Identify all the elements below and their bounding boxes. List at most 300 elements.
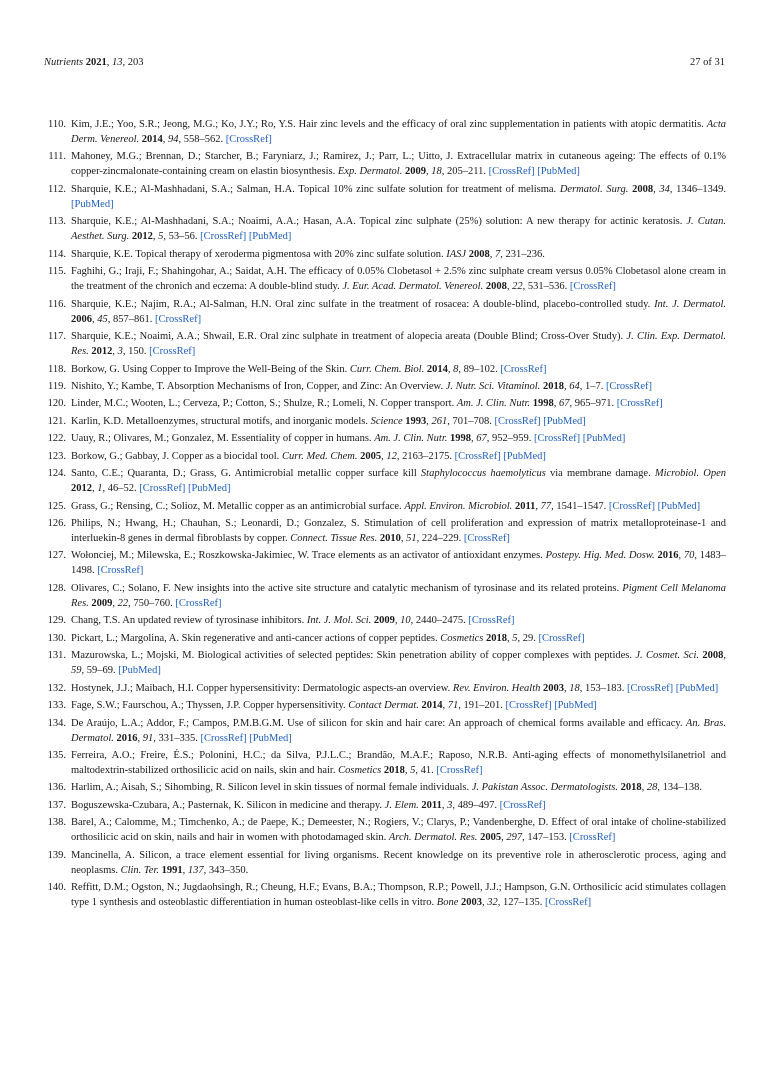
- citation-italic: 59: [71, 665, 82, 677]
- reference-number: 137.: [47, 799, 66, 811]
- reference-number: 125.: [47, 500, 66, 512]
- citation-text: Borkow, G. Using Copper to Improve the Well-Being of the Skin.: [71, 363, 350, 375]
- citation-year: 2012: [71, 483, 92, 495]
- crossref-link[interactable]: [CrossRef]: [608, 500, 655, 512]
- citation-text: ,: [182, 864, 188, 876]
- reference-number: 139.: [47, 849, 66, 861]
- citation-text: Ferreira, A.O.; Freire, É.S.; Polonini, H.C.; da Silva, P.J.L.C.; Brandão, M.A.F.; Raposo, N.R.B. Anti-aging effects of monomethylsilanetriol and maltodextrin-stabilized orthosilicic acid on nails, skin and hair.: [71, 749, 726, 776]
- journal-citation: Nutrients 2021, 13, 203: [44, 57, 144, 68]
- crossref-link[interactable]: [CrossRef]: [97, 565, 144, 577]
- citation-italic: 67: [558, 398, 570, 410]
- citation-text: ,: [535, 500, 541, 512]
- citation-italic: 7: [494, 248, 501, 260]
- reference-text: [71, 414, 726, 429]
- citation-text: , 231–236.: [500, 248, 545, 260]
- reference-text: [71, 431, 726, 446]
- citation-text: , 343–350.: [203, 864, 249, 876]
- crossref-link[interactable]: [CrossRef]: [500, 363, 547, 375]
- citation-text: Mahoney, M.G.; Brennan, D.; Starcher, B.; Faryniarz, J.; Ramirez, J.; Parr, L.; Uitto, J. Extracellular matrix in cutaneous ageing: The effects of 0.1% copper-zincmalonate-containing cream on elastin biosynthesis.: [71, 151, 726, 178]
- citation-year: 2012: [91, 346, 113, 358]
- crossref-link[interactable]: [CrossRef]: [569, 281, 616, 293]
- citation-text: Harlim, A.; Aisah, S.; Sihombing, R. Silicon level in skin tissues of normal female individuals.: [71, 782, 472, 794]
- reference-item: [40, 815, 726, 845]
- citation-text: Pickart, L.; Margolina, A. Skin regenerative and anti-cancer actions of copper peptides.: [71, 632, 441, 644]
- citation-italic: 5: [410, 764, 416, 776]
- reference-item: [40, 516, 726, 546]
- citation-italic: J. Elem.: [384, 799, 419, 811]
- citation-text: ,: [447, 363, 454, 375]
- reference-item: [40, 466, 726, 496]
- citation-text: ,: [653, 183, 660, 195]
- citation-text: , 127–135.: [497, 897, 545, 909]
- reference-number: 112.: [48, 183, 66, 195]
- citation-italic: An. Bras. Dermatol.: [71, 717, 727, 744]
- journal-name: Nutrients: [44, 57, 84, 68]
- reference-number: 123.: [47, 450, 66, 462]
- citation-text: , 224–229.: [416, 533, 464, 544]
- reference-text: [71, 548, 726, 578]
- citation-italic: Appl. Environ. Microbiol.: [404, 500, 513, 512]
- citation-text: ,: [92, 313, 98, 325]
- citation-italic: 22: [512, 281, 523, 293]
- citation-italic: 137: [187, 864, 204, 876]
- reference-text: [71, 698, 726, 713]
- citation-italic: Staphylococcus haemolyticus: [420, 468, 546, 480]
- reference-item: [40, 613, 726, 628]
- reference-text: [71, 297, 726, 327]
- reference-number: 110.: [48, 119, 66, 130]
- citation-italic: 1: [97, 483, 103, 495]
- citation-text: , 2440–2475.: [410, 615, 469, 627]
- reference-item: [40, 581, 726, 611]
- citation-year: 2008: [468, 248, 490, 260]
- reference-text: [71, 264, 726, 294]
- reference-text: [71, 815, 726, 845]
- reference-text: [71, 182, 726, 212]
- reference-number: 129.: [47, 615, 66, 627]
- reference-item: [40, 648, 726, 678]
- citation-text: , 558–562.: [178, 134, 226, 145]
- citation-year: 2014: [421, 700, 443, 712]
- reference-text: [71, 449, 726, 464]
- citation-text: , 89–102.: [458, 363, 501, 375]
- journal-year: 2021: [85, 57, 107, 68]
- citation-text: ,: [441, 799, 448, 811]
- reference-item: [40, 149, 726, 179]
- citation-italic: J. Clin. Exp. Dermatol. Res.: [71, 331, 726, 358]
- citation-italic: Connect. Tissue Res.: [290, 533, 378, 544]
- citation-text: , 965–971.: [569, 398, 617, 410]
- reference-item: [40, 631, 726, 646]
- citation-italic: Am. J. Clin. Nutr.: [456, 398, 531, 410]
- citation-italic: Pigment Cell Melanoma Res.: [71, 582, 726, 609]
- reference-text: [71, 748, 726, 778]
- crossref-link[interactable]: [CrossRef]: [149, 346, 196, 358]
- citation-italic: 10: [400, 615, 411, 627]
- reference-text: [71, 247, 726, 262]
- pubmed-link[interactable]: [PubMed]: [503, 450, 546, 462]
- citation-text: , 59–69.: [81, 665, 119, 677]
- citation-year: 2003: [460, 897, 482, 909]
- reference-number: 138.: [47, 817, 66, 829]
- reference-item: [40, 264, 726, 294]
- pubmed-link[interactable]: [PubMed]: [118, 665, 161, 677]
- reference-text: [71, 648, 726, 678]
- pubmed-link[interactable]: [PubMed]: [537, 166, 580, 178]
- citation-text: Nishito, Y.; Kambe, T. Absorption Mechanisms of Iron, Copper, and Zinc: An Overview.: [71, 380, 446, 392]
- citation-italic: 3: [117, 346, 123, 358]
- crossref-link[interactable]: [CrossRef]: [175, 597, 222, 609]
- reference-text: [71, 581, 726, 611]
- citation-text: ,: [425, 166, 432, 178]
- crossref-link[interactable]: [CrossRef]: [200, 231, 247, 243]
- citation-year: 1998: [450, 433, 472, 445]
- reference-item: [40, 499, 726, 514]
- reference-number: 120.: [47, 398, 66, 410]
- reference-text: [71, 379, 726, 394]
- crossref-link[interactable]: [CrossRef]: [544, 897, 592, 909]
- citation-italic: 32: [487, 897, 498, 909]
- reference-item: [40, 880, 726, 910]
- reference-number: 132.: [47, 682, 66, 694]
- reference-item: [40, 379, 726, 394]
- citation-text: , 1–7.: [579, 380, 606, 392]
- citation-text: ,: [489, 248, 495, 260]
- reference-item: [40, 329, 726, 359]
- citation-text: , 46–52.: [102, 483, 140, 495]
- citation-text: , 331–335.: [153, 732, 201, 744]
- reference-text: [71, 631, 726, 646]
- citation-text: , 29.: [517, 632, 539, 644]
- pubmed-link[interactable]: [PubMed]: [187, 483, 231, 495]
- citation-italic: Cosmetics: [338, 764, 382, 776]
- citation-italic: Dermatol. Surg.: [559, 183, 629, 195]
- reference-number: 115.: [48, 266, 66, 278]
- citation-italic: Contact Dermat.: [348, 700, 419, 712]
- citation-text: ,: [394, 615, 401, 627]
- citation-year: 2016: [657, 550, 679, 562]
- reference-item: [40, 117, 726, 147]
- pubmed-link[interactable]: [PubMed]: [543, 415, 586, 427]
- citation-italic: Science: [370, 415, 403, 427]
- citation-text: , 952–959.: [486, 433, 535, 445]
- citation-text: ,: [137, 732, 143, 744]
- crossref-link[interactable]: [CrossRef]: [499, 799, 546, 811]
- reference-text: [71, 681, 726, 696]
- citation-text: ,: [471, 433, 477, 445]
- crossref-link[interactable]: [CrossRef]: [616, 398, 663, 410]
- pubmed-link[interactable]: [PubMed]: [71, 198, 114, 210]
- citation-text: Boguszewska-Czubara, A.; Pasternak, K. Silicon in medicine and therapy.: [71, 799, 385, 811]
- citation-text: ,: [92, 483, 98, 495]
- pubmed-link[interactable]: [PubMed]: [249, 732, 292, 744]
- citation-text: , 205–211.: [441, 166, 489, 178]
- citation-italic: Am. J. Clin. Nutr.: [374, 433, 448, 445]
- citation-year: 2003: [543, 682, 565, 694]
- citation-year: 1998: [532, 398, 554, 410]
- citation-text: ,: [563, 380, 570, 392]
- citation-text: De Araújo, L.A.; Addor, F.; Campos, P.M.B.G.M. Use of silicon for skin and hair care: An approach of chemical forms available and efficacy.: [71, 717, 686, 729]
- crossref-link[interactable]: [CrossRef]: [200, 732, 247, 744]
- citation-text: Philips, N.; Hwang, H.; Chauhan, S.; Leonardi, D.; Gonzalez, S. Stimulation of cell proliferation and expression of matrix metalloproteinase-1 and interluekin-8 genes in dermal fibroblasts by copper.: [71, 518, 726, 544]
- reference-item: [40, 848, 726, 878]
- citation-year: 2009: [404, 166, 426, 178]
- reference-number: 124.: [47, 468, 66, 480]
- reference-item: [40, 681, 726, 696]
- crossref-link[interactable]: [CrossRef]: [463, 533, 510, 544]
- citation-italic: 91: [142, 732, 154, 744]
- reference-item: [40, 362, 726, 377]
- citation-italic: Microbiol. Open: [654, 468, 726, 480]
- citation-text: , 750–760.: [128, 597, 176, 609]
- citation-italic: Rev. Environ. Health: [452, 682, 541, 694]
- citation-italic: 18: [569, 682, 580, 694]
- crossref-link[interactable]: [CrossRef]: [139, 483, 186, 495]
- reference-number: 135.: [47, 749, 66, 761]
- citation-italic: 8: [453, 363, 459, 375]
- citation-year: 2008: [632, 183, 654, 195]
- reference-text: [71, 214, 726, 244]
- citation-text: ,: [426, 415, 432, 427]
- citation-italic: 70: [683, 550, 695, 562]
- citation-year: 2006: [71, 313, 92, 325]
- citation-italic: Bone: [436, 897, 459, 909]
- citation-year: 2018: [542, 380, 564, 392]
- citation-italic: 297: [506, 832, 523, 844]
- crossref-link[interactable]: [CrossRef]: [225, 134, 272, 145]
- reference-number: 136.: [47, 782, 66, 794]
- reference-item: [40, 449, 726, 464]
- citation-text: Fage, S.W.; Faurschou, A.; Thyssen, J.P. Copper hypersensitivity.: [71, 700, 349, 712]
- citation-text: Santo, C.E.; Quaranta, D.; Grass, G. Antimicrobial metallic copper surface kill: [71, 468, 421, 480]
- citation-text: , 153–183.: [579, 682, 628, 694]
- reference-text: [71, 613, 726, 628]
- citation-text: Grass, G.; Rensing, C.; Solioz, M. Metallic copper as an antimicrobial surface.: [71, 500, 405, 512]
- reference-item: [40, 548, 726, 578]
- citation-year: 2010: [379, 533, 401, 544]
- reference-number: 119.: [48, 380, 66, 392]
- citation-text: Olivares, C.; Solano, F. New insights into the active site structure and catalytic mechanism of tyrosinase and its related proteins.: [71, 582, 623, 594]
- reference-item: [40, 780, 726, 795]
- pubmed-link[interactable]: [PubMed]: [657, 500, 701, 512]
- citation-text: ,: [564, 682, 570, 694]
- article-number: 203: [127, 57, 144, 68]
- reference-number: 127.: [47, 550, 66, 562]
- citation-year: 2018: [620, 782, 642, 794]
- citation-italic: Cosmetics: [440, 632, 484, 644]
- citation-text: ,: [112, 597, 118, 609]
- citation-text: via membrane damage.: [545, 468, 655, 480]
- citation-text: , 1483–1498.: [71, 550, 726, 577]
- citation-year: 2005: [360, 450, 382, 462]
- reference-text: [71, 880, 726, 910]
- reference-item: [40, 798, 726, 813]
- citation-text: ,: [152, 231, 159, 243]
- citation-year: 1993: [405, 415, 427, 427]
- crossref-link[interactable]: [CrossRef]: [468, 615, 515, 627]
- reference-item: [40, 297, 726, 327]
- citation-text: Sharquie, K.E.; Al-Mashhadani, S.A.; Salman, H.A. Topical 10% zinc sulfate solution for treatment of melisma.: [71, 183, 560, 195]
- citation-text: ,: [162, 134, 169, 145]
- citation-text: , 2163–2175.: [396, 450, 455, 462]
- citation-year: 2018: [383, 764, 405, 776]
- reference-text: [71, 396, 726, 411]
- citation-italic: 51: [406, 533, 417, 544]
- citation-text: Hostynek, J.J.; Maibach, H.I. Copper hypersensitivity: Dermatologic aspects-an overview.: [71, 682, 453, 694]
- citation-year: 2012: [131, 231, 153, 243]
- reference-list: [40, 117, 726, 913]
- crossref-link[interactable]: [CrossRef]: [494, 415, 541, 427]
- reference-number: 114.: [48, 248, 66, 260]
- citation-text: Sharquie, K.E.; Noaimi, A.A.; Shwail, E.R. Oral zinc sulphate in treatment of alopecia areata (Double Blind; Cross-Over Study).: [71, 331, 627, 343]
- citation-year: 1991: [161, 864, 183, 876]
- citation-year: 2009: [91, 597, 113, 609]
- reference-text: [71, 848, 726, 878]
- crossref-link[interactable]: [CrossRef]: [605, 380, 653, 392]
- reference-text: [71, 149, 726, 179]
- citation-year: 2018: [486, 632, 508, 644]
- crossref-link[interactable]: [CrossRef]: [627, 682, 674, 694]
- citation-text: Karlin, K.D. Metalloenzymes, structural motifs, and inorganic models.: [71, 415, 371, 427]
- citation-text: , 53–56.: [163, 231, 201, 243]
- citation-text: ,: [400, 533, 407, 544]
- citation-italic: 5: [158, 231, 164, 243]
- citation-italic: 45: [97, 313, 108, 325]
- reference-number: 121.: [47, 415, 66, 427]
- citation-italic: 12: [386, 450, 397, 462]
- crossref-link[interactable]: [CrossRef]: [454, 450, 501, 462]
- citation-year: 2005: [480, 832, 502, 844]
- reference-item: [40, 698, 726, 713]
- citation-text: Linder, M.C.; Wooten, L.; Cerveza, P.; Cotton, S.; Shulze, R.; Lomeli, N. Copper transport.: [71, 398, 457, 410]
- reference-number: 116.: [48, 298, 66, 310]
- citation-text: Mazurowska, L.; Mojski, M. Biological activities of selected peptides: Skin penetration ability of copper complexes with peptides.: [71, 650, 636, 662]
- citation-year: 2014: [141, 134, 163, 145]
- crossref-link[interactable]: [CrossRef]: [538, 632, 585, 644]
- reference-item: [40, 182, 726, 212]
- citation-italic: Int. J. Dermatol.: [654, 298, 726, 310]
- citation-year: 2014: [426, 363, 448, 375]
- citation-text: , 191–201.: [458, 700, 506, 712]
- reference-item: [40, 414, 726, 429]
- reference-number: 128.: [47, 582, 66, 594]
- citation-italic: 22: [117, 597, 129, 609]
- citation-italic: Arch. Dermatol. Res.: [388, 832, 478, 844]
- citation-italic: J. Cutan. Aesthet. Surg.: [71, 216, 726, 243]
- pubmed-link[interactable]: [PubMed]: [675, 682, 719, 694]
- citation-italic: 3: [447, 799, 453, 811]
- citation-text: Borkow, G.; Gabbay, J. Copper as a biocidal tool.: [71, 450, 282, 462]
- citation-text: , 147–153.: [522, 832, 570, 844]
- citation-text: ,: [506, 281, 513, 293]
- reference-item: [40, 748, 726, 778]
- pubmed-link[interactable]: [PubMed]: [554, 700, 597, 712]
- citation-text: , 531–536.: [522, 281, 570, 293]
- crossref-link[interactable]: [CrossRef]: [436, 764, 483, 776]
- citation-italic: Postepy. Hig. Med. Dosw.: [545, 550, 655, 562]
- citation-italic: 18: [431, 166, 442, 178]
- reference-text: [71, 499, 726, 514]
- citation-year: 2009: [373, 615, 395, 627]
- crossref-link[interactable]: [CrossRef]: [155, 313, 202, 325]
- reference-item: [40, 214, 726, 244]
- pubmed-link[interactable]: [PubMed]: [248, 231, 292, 243]
- citation-italic: J. Eur. Acad. Dermatol. Venereol.: [342, 281, 484, 293]
- citation-text: , 489–497.: [452, 799, 500, 811]
- citation-italic: IASJ: [446, 248, 467, 260]
- reference-number: 140.: [47, 882, 66, 894]
- citation-text: , 134–138.: [657, 782, 702, 794]
- reference-number: 126.: [47, 518, 66, 529]
- citation-text: ,: [481, 897, 488, 909]
- page-number: 27 of 31: [690, 57, 725, 68]
- citation-year: 2008: [485, 281, 507, 293]
- page-header: [44, 57, 725, 68]
- citation-italic: Curr. Chem. Biol.: [349, 363, 425, 375]
- citation-text: Uauy, R.; Olivares, M.; Gonzalez, M. Essentiality of copper in humans.: [71, 433, 375, 445]
- citation-year: 2011: [514, 500, 536, 512]
- citation-year: 2011: [421, 799, 442, 811]
- citation-text: Kim, J.E.; Yoo, S.R.; Jeong, M.G.; Ko, J.Y.; Ro, Y.S. Hair zinc levels and the efficacy of oral zinc supplementation in patients with atopic dermatitis.: [71, 119, 707, 130]
- citation-text: Sharquie, K.E. Topical therapy of xeroderma pigmentosa with 20% zinc sulfate solution.: [71, 248, 447, 260]
- reference-text: [71, 466, 726, 496]
- citation-text: Barel, A.; Calomme, M.; Timchenko, A.; de Paepe, K.; Demeester, N.; Rogiers, V.; Clarys, P.; Vandenberghe, D. Effect of oral intake of choline-stabilized orthosilicic acid on skin, nails and hair in women with photodamaged skin.: [71, 817, 726, 844]
- citation-text: Mancinella, A. Silicon, a trace element essential for living organisms. Recent knowledge on its preventive role in atherosclerotic process, aging and neoplasms.: [71, 849, 726, 876]
- citation-italic: 94: [168, 134, 179, 145]
- citation-italic: Exp. Dermatol.: [337, 166, 403, 178]
- citation-text: ,: [678, 550, 684, 562]
- citation-text: ,: [381, 450, 387, 462]
- reference-text: [71, 516, 726, 546]
- citation-text: ,: [553, 398, 559, 410]
- citation-text: ,: [501, 832, 507, 844]
- reference-item: [40, 431, 726, 446]
- citation-text: Sharquie, K.E.; Al-Mashhadani, S.A.; Noaimi, A.A.; Hasan, A.A. Topical zinc sulphate (25%) solution: A new therapy for actinic keratosis.: [71, 216, 687, 228]
- citation-text: , 41.: [415, 764, 437, 776]
- citation-italic: 5: [512, 632, 518, 644]
- citation-text: , 1541–1547.: [551, 500, 609, 512]
- reference-number: 122.: [47, 433, 66, 445]
- citation-italic: 28: [646, 782, 658, 794]
- citation-text: Reffitt, D.M.; Ogston, N.; Jugdaohsingh, R.; Cheung, H.F.; Evans, B.A.; Thompson, R.P.; Powell, J.J.; Hampson, G.N. Orthosilicic acid stimulates collagen type 1 synthesis and osteoblastic differentiation in human osteoblast-like cells in vitro.: [71, 882, 726, 909]
- citation-text: Sharquie, K.E.; Najim, R.A.; Al-Salman, H.N. Oral zinc sulfate in the treatment of rosacea: A double-blind, placebo-controlled study.: [71, 298, 655, 310]
- citation-text: , 1346–1349.: [669, 183, 727, 195]
- citation-italic: 77: [540, 500, 552, 512]
- reference-number: 133.: [47, 700, 66, 712]
- pubmed-link[interactable]: [PubMed]: [582, 433, 626, 445]
- reference-text: [71, 329, 726, 359]
- crossref-link[interactable]: [CrossRef]: [569, 832, 616, 844]
- reference-number: 117.: [48, 331, 66, 343]
- citation-text: , 857–861.: [107, 313, 155, 325]
- citation-italic: Clin. Ter.: [120, 864, 159, 876]
- citation-italic: 64: [569, 380, 580, 392]
- citation-text: ,: [112, 346, 118, 358]
- reference-number: 134.: [47, 717, 66, 729]
- citation-text: ,: [723, 650, 726, 662]
- reference-number: 111.: [48, 151, 66, 163]
- crossref-link[interactable]: [CrossRef]: [505, 700, 552, 712]
- citation-italic: Curr. Med. Chem.: [281, 450, 358, 462]
- citation-text: ,: [641, 782, 647, 794]
- crossref-link[interactable]: [CrossRef]: [534, 433, 581, 445]
- citation-italic: 71: [447, 700, 459, 712]
- reference-number: 131.: [47, 650, 66, 662]
- crossref-link[interactable]: [CrossRef]: [488, 166, 535, 178]
- citation-italic: 261: [431, 415, 448, 427]
- reference-item: [40, 247, 726, 262]
- citation-italic: Acta Derm. Venereol.: [71, 119, 726, 145]
